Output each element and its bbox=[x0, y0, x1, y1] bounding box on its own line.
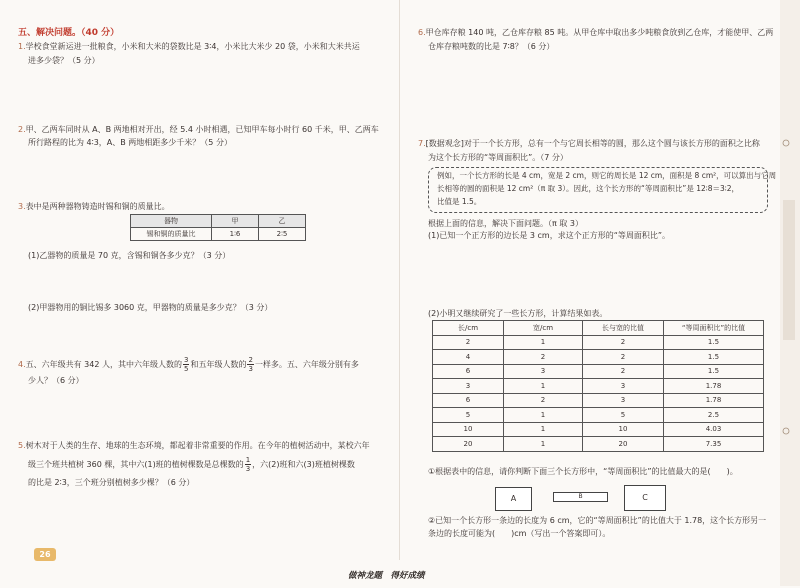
page-number: 26 bbox=[34, 548, 56, 561]
page-fold bbox=[399, 0, 400, 560]
q5-line2: 级三个班共植树 360 棵，其中六(1)班的植树棵数是总棵数的 $\frac{1}{3}$ ，六(2)班和六(3)班植树棵数 bbox=[28, 456, 355, 473]
option-c-rect: C bbox=[624, 485, 666, 511]
q7-p2-line2: 条边的长度可能为( )cm（写出一个答案即可）。 bbox=[428, 529, 611, 538]
q5-line1: 5.树木对于人类的生存、地球的生态环境，都起着非常重要的作用。在今年的植树活动中，某校六年 bbox=[18, 441, 370, 450]
option-a-rect: A bbox=[495, 487, 532, 511]
binding-holes-icon bbox=[780, 0, 800, 586]
q7-sub2: (2)小明又继续研究了一些长方形，计算结果如表。 bbox=[428, 309, 608, 318]
page-edge-strip bbox=[780, 0, 800, 586]
q7-table bbox=[432, 320, 764, 452]
q1-line2: 进多少袋？（5 分） bbox=[28, 56, 100, 65]
q4-line1: 4.五、六年级共有 342 人，其中六年级人数的 $\frac{3}{5}$ 和五年级人数的 $\frac{2}{3}$ 一样多。五、六年级分别有多 bbox=[18, 356, 359, 373]
q1-line1: 1.学校食堂新运进一批粮食，小米和大米的袋数比是 3∶4，小米比大米少 20 袋，小米和大米共运 bbox=[18, 42, 360, 51]
q6-line1: 6.甲仓库存粮 140 吨，乙仓库存粮 85 吨。从甲仓库中取出多少吨粮食放到乙仓库，才能使甲、乙两 bbox=[418, 28, 774, 37]
table-row: 锡和铜的质量比 1∶6 2∶5 bbox=[131, 228, 306, 241]
footer-slogan: 做神龙题 得好成绩 bbox=[348, 571, 425, 581]
q7-sub1: (1)已知一个正方形的边长是 3 cm，求这个正方形的“等周面积比”。 bbox=[428, 231, 670, 240]
q2-line1: 2.甲、乙两车同时从 A、B 两地相对开出，经 5.4 小时相遇，已知甲车每小时行 60 千米，甲、乙两车 bbox=[18, 125, 379, 134]
q3-sub2: (2)甲器物用的铜比锡多 3060 克，甲器物的质量是多少克？（3 分） bbox=[28, 303, 273, 312]
table-row: 5 1 5 2.5 bbox=[433, 408, 764, 423]
table-row: 10 1 10 4.03 bbox=[433, 422, 764, 437]
example-box bbox=[428, 167, 777, 213]
example-line1: 例如，一个长方形的长是 4 cm，宽是 2 cm，则它的周长是 12 cm，面积是 8 cm²，可以算出与它周 bbox=[437, 171, 777, 180]
table-row: 器物 甲 乙 bbox=[131, 215, 306, 228]
table-row: 2 1 2 1.5 bbox=[433, 335, 764, 350]
example-line3: 比值是 1.5。 bbox=[437, 197, 482, 206]
section-title: 五、解决问题。（40 分） bbox=[18, 28, 120, 38]
example-line2: 长相等的圆的面积是 12 cm²（π 取 3）。因此，这个长方形的“等周面积比”是 12∶8＝3∶2， bbox=[437, 184, 739, 193]
table-header-row: 长/cm 宽/cm 长与宽的比值 “等周面积比”的比值 bbox=[433, 321, 764, 336]
q3-table bbox=[130, 214, 306, 241]
table-row: 6 2 3 1.78 bbox=[433, 393, 764, 408]
q3-sub1: (1)乙器物的质量是 70 克，含锡和铜各多少克？（3 分） bbox=[28, 251, 231, 260]
q7-intro: 根据上面的信息，解决下面问题。（π 取 3） bbox=[428, 219, 583, 228]
q3-line1: 3.表中是两种器物铸造时锡和铜的质量比。 bbox=[18, 202, 170, 211]
q7-p2-line1: ②已知一个长方形一条边的长度为 6 cm，它的“等周面积比”的比值大于 1.78，这个长方形另一 bbox=[428, 516, 767, 525]
table-row: 4 2 2 1.5 bbox=[433, 350, 764, 365]
q6-line2: 仓库存粮吨数的比是 7∶8？（6 分） bbox=[428, 42, 555, 51]
q7-p1: ①根据表中的信息，请你判断下面三个长方形中，“等周面积比”的比值最大的是( )。 bbox=[428, 467, 738, 476]
table-row: 20 1 20 7.35 bbox=[433, 437, 764, 452]
q5-line3: 的比是 2∶3，三个班分别植树多少棵？（6 分） bbox=[28, 478, 195, 487]
q4-line2: 少人？（6 分） bbox=[28, 376, 84, 385]
q7-line2: 为这个长方形的“等周面积比”。（7 分） bbox=[428, 153, 568, 162]
table-row: 6 3 2 1.5 bbox=[433, 364, 764, 379]
q7-line1: 7.[数据观念]对于一个长方形，总有一个与它周长相等的圆，那么这个圆与该长方形的面积之比称 bbox=[418, 139, 760, 148]
q2-line2: 所行路程的比为 4∶3，A、B 两地相距多少千米？（5 分） bbox=[28, 138, 232, 147]
footer bbox=[0, 568, 800, 586]
table-row: 3 1 3 1.78 bbox=[433, 379, 764, 394]
option-b-rect: B bbox=[553, 492, 608, 502]
